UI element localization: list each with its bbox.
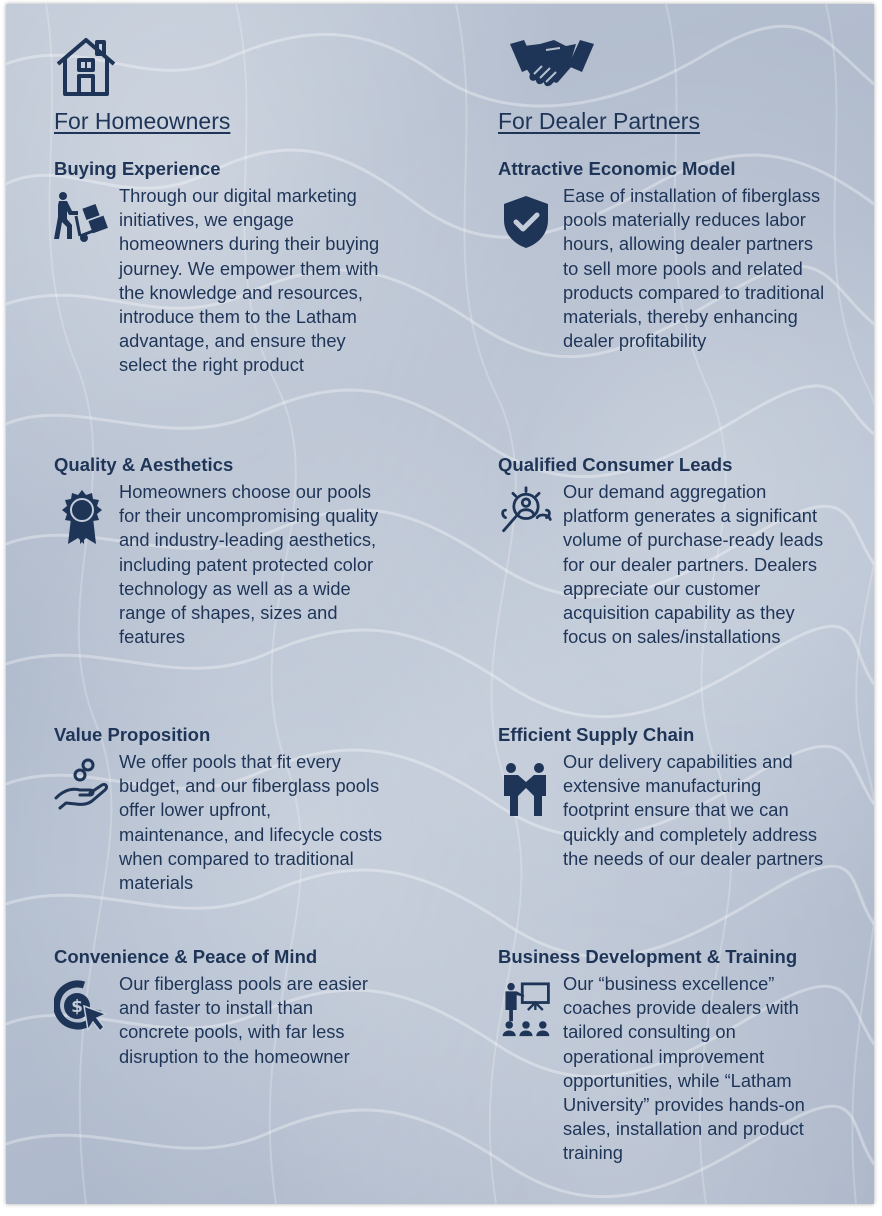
dealers-title: For Dealer Partners xyxy=(498,108,700,134)
section-efficient-supply-chain xyxy=(498,724,838,869)
section-attractive-economic-model xyxy=(498,158,838,352)
section-text: We offer pools that fit every budget, and our fiberglass pools offer lower upfront, maintenance, and lifecycle costs when compared to traditional materials xyxy=(119,751,383,894)
section-text: Our “business excellence” coaches provide dealers with tailored consulting on operational improvement opportunities, while “Latham University” provides hands-on sales, installation and product training xyxy=(563,973,805,1164)
presentation-board-icon xyxy=(498,982,554,1038)
section-business-development-training xyxy=(498,946,838,1164)
page xyxy=(6,4,874,1204)
section-quality-aesthetics xyxy=(54,454,384,648)
shield-check-icon xyxy=(498,194,554,250)
section-convenience-peace-of-mind xyxy=(54,946,384,1067)
section-text: Ease of installation of fiberglass pools materially reduces labor hours, allowing dealer partners to sell more pools and related products compared to traditional materials, thereby enhancing dealer profitability xyxy=(563,185,825,352)
dollar-click-icon xyxy=(54,980,110,1036)
svg-text:$: $ xyxy=(71,997,83,1017)
section-title: Qualified Consumer Leads xyxy=(498,454,733,475)
section-qualified-consumer-leads xyxy=(498,454,838,648)
section-text: Our fiberglass pools are easier and faster to install than concrete pools, with far less disruption to the homeowner xyxy=(119,973,368,1067)
house-icon xyxy=(54,34,118,98)
homeowners-title: For Homeowners xyxy=(54,108,231,134)
section-text: Homeowners choose our pools for their uncompromising quality and industry-leading aesthetics, including patent protected color technology as well as a wide range of shapes, sizes and features xyxy=(119,481,379,648)
section-text: Through our digital marketing initiatives, we engage homeowners during their buying journey. We empower them with the knowledge and resources, introduce them to the Latham advantage, and ensure they select the right product xyxy=(119,185,380,376)
handshake-icon xyxy=(510,36,594,94)
section-title: Attractive Economic Model xyxy=(498,158,736,179)
magnifier-person-icon xyxy=(498,484,554,540)
section-value-proposition xyxy=(54,724,384,894)
award-ribbon-icon xyxy=(54,488,110,544)
section-title: Quality & Aesthetics xyxy=(54,454,234,475)
section-text: Our demand aggregation platform generates a significant volume of purchase-ready leads for our dealer partners. Dealers appreciate our customer acquisition capability as they focus on sales/installations xyxy=(563,481,824,648)
section-title: Buying Experience xyxy=(54,158,221,179)
section-buying-experience xyxy=(54,158,384,376)
hand-truck-icon xyxy=(54,190,110,246)
section-text: Our delivery capabilities and extensive manufacturing footprint ensure that we can quickly and completely address the needs of our dealer partners xyxy=(563,751,824,869)
section-title: Efficient Supply Chain xyxy=(498,724,695,745)
section-title: Value Proposition xyxy=(54,724,211,745)
hand-coins-icon xyxy=(54,758,110,814)
two-people-handshake-icon xyxy=(498,762,554,818)
section-title: Business Development & Training xyxy=(498,946,798,967)
section-title: Convenience & Peace of Mind xyxy=(54,946,318,967)
